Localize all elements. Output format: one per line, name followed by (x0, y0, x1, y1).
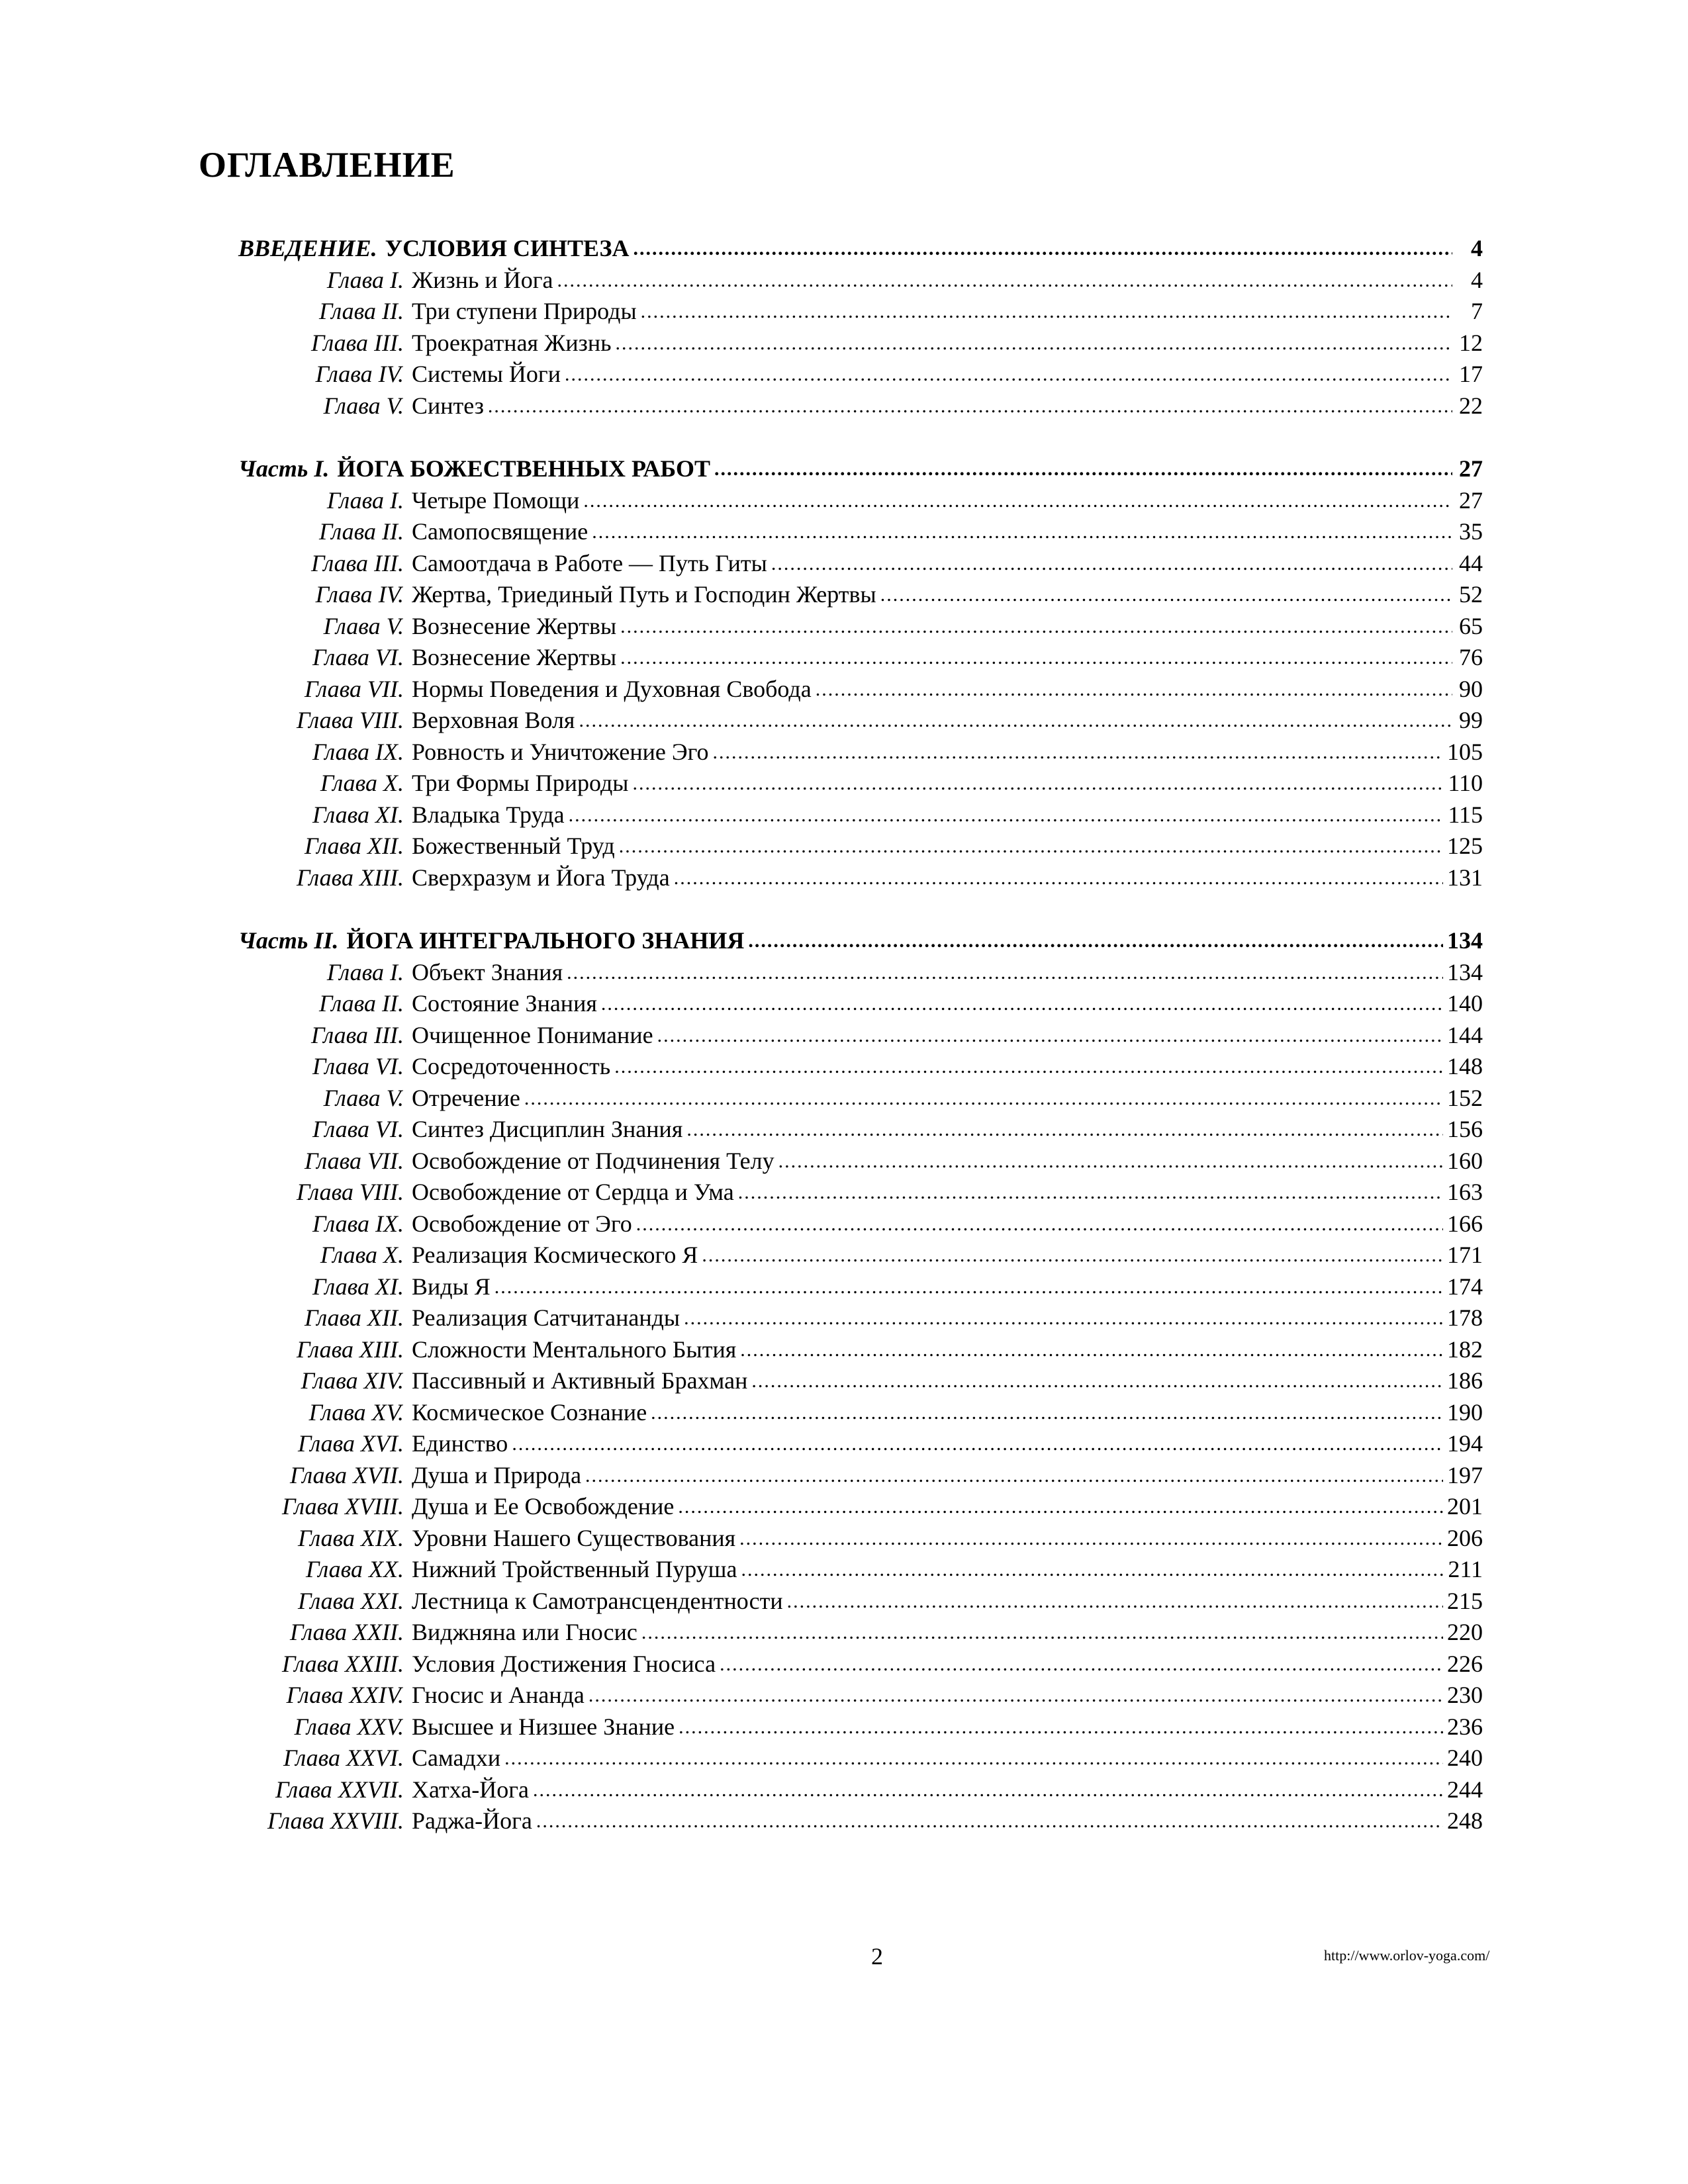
dot-leader (787, 1584, 1443, 1617)
chapter-label: Глава VI. (312, 644, 404, 670)
chapter-title: Вознесение Жертвы (412, 644, 617, 670)
chapter-title: Условия Достижения Гносиса (412, 1650, 716, 1677)
toc-entry[interactable] (238, 1397, 1483, 1429)
toc-entry[interactable] (238, 359, 1483, 390)
footer-page-number: 2 (871, 1943, 883, 1970)
dot-leader (619, 829, 1443, 862)
chapter-page-number: 148 (1447, 1053, 1483, 1079)
chapter-page-number: 178 (1447, 1304, 1483, 1331)
chapter-label: Глава VI. (312, 1116, 404, 1142)
dot-leader (741, 1553, 1444, 1586)
chapter-label: Глава I. (326, 486, 404, 514)
chapter-title: Виды Я (412, 1273, 491, 1300)
chapter-title: Раджа-Йога (412, 1807, 532, 1834)
chapter-label: Глава VII. (304, 675, 404, 702)
dot-leader (739, 1522, 1443, 1555)
dot-leader (651, 1396, 1443, 1429)
toc-section-heading[interactable] (238, 925, 1483, 957)
chapter-page-number: 65 (1459, 612, 1483, 639)
toc-entry[interactable] (238, 1083, 1483, 1115)
chapter-page-number: 4 (1471, 266, 1483, 293)
dot-leader (778, 1144, 1443, 1177)
chapter-label: Глава VII. (304, 1147, 404, 1174)
chapter-title: Три ступени Природы (412, 298, 637, 324)
section-title: УСЛОВИЯ СИНТЕЗА (385, 235, 630, 261)
chapter-page-number: 152 (1447, 1084, 1483, 1111)
chapter-label: Глава XXII. (289, 1619, 404, 1645)
chapter-page-number: 156 (1447, 1116, 1483, 1142)
chapter-label: Глава IX. (312, 1210, 404, 1237)
dot-leader (738, 1175, 1443, 1208)
chapter-label: Глава V. (323, 1084, 404, 1111)
toc-entry[interactable] (238, 1302, 1483, 1334)
dot-leader (557, 263, 1452, 296)
chapter-page-number: 190 (1447, 1398, 1483, 1426)
toc-entry[interactable] (238, 1649, 1483, 1680)
dot-leader (565, 357, 1452, 390)
chapter-title: Освобождение от Подчинения Телу (412, 1147, 774, 1174)
chapter-page-number: 140 (1447, 990, 1483, 1017)
chapter-page-number: 105 (1447, 738, 1483, 765)
chapter-label: Глава XXVI. (283, 1745, 404, 1771)
chapter-title: Хатха-Йога (412, 1776, 530, 1803)
dot-leader (771, 547, 1452, 580)
chapter-page-number: 197 (1447, 1461, 1483, 1488)
dot-leader (678, 1490, 1443, 1523)
toc-entry[interactable] (238, 674, 1483, 705)
chapter-label: Глава VIII. (296, 1179, 404, 1205)
toc-entry[interactable] (238, 485, 1483, 517)
dot-leader (714, 452, 1452, 485)
chapter-title: Освобождение от Сердца и Ума (412, 1179, 734, 1205)
dot-leader (620, 641, 1452, 674)
chapter-title: Синтез (412, 392, 484, 419)
toc-entry[interactable] (238, 1523, 1483, 1555)
chapter-title: Синтез Дисциплин Знания (412, 1116, 683, 1142)
chapter-title: Владыка Труда (412, 801, 565, 828)
toc-entry[interactable] (238, 1271, 1483, 1303)
chapter-label: Глава III. (310, 329, 404, 356)
chapter-label: Глава XI. (312, 801, 404, 828)
chapter-page-number: 76 (1459, 644, 1483, 670)
toc-entry[interactable] (238, 1805, 1483, 1837)
chapter-page-number: 131 (1447, 864, 1483, 891)
toc-entry[interactable] (238, 862, 1483, 894)
chapter-title: Сосредоточенность (412, 1053, 611, 1079)
chapter-title: Высшее и Низшее Знание (412, 1713, 675, 1740)
chapter-title: Нормы Поведения и Духовная Свобода (412, 675, 812, 702)
toc-entry[interactable] (238, 516, 1483, 548)
dot-leader (751, 1364, 1443, 1397)
chapter-label: Глава X. (320, 770, 404, 796)
toc-section (238, 453, 1483, 893)
dot-leader (601, 987, 1443, 1020)
chapter-title: Объект Знания (412, 958, 563, 985)
chapter-label: Глава XI. (312, 1273, 404, 1300)
chapter-label: Глава XIV. (301, 1367, 404, 1394)
dot-leader (686, 1113, 1443, 1146)
chapter-page-number: 215 (1447, 1587, 1483, 1614)
dot-leader (569, 798, 1444, 831)
chapter-label: Глава XIII. (296, 864, 404, 891)
toc-entry[interactable] (238, 1680, 1483, 1711)
dot-leader (713, 735, 1443, 768)
toc-entry[interactable] (238, 737, 1483, 768)
chapter-page-number: 171 (1447, 1242, 1483, 1268)
dot-leader (588, 1678, 1443, 1711)
chapter-label: Глава XXI. (297, 1587, 404, 1614)
toc-entry[interactable] (238, 611, 1483, 643)
dot-leader (504, 1741, 1443, 1774)
chapter-label: Глава XVI. (297, 1430, 404, 1457)
chapter-label: Глава III. (310, 549, 404, 576)
dot-leader (614, 1050, 1443, 1083)
chapter-title: Жертва, Триединый Путь и Господин Жертвы (412, 581, 876, 608)
dot-leader (583, 484, 1452, 517)
chapter-title: Пассивный и Активный Брахман (412, 1367, 748, 1394)
chapter-page-number: 163 (1447, 1179, 1483, 1205)
chapter-title: Уровни Нашего Существования (412, 1524, 736, 1551)
toc-entry[interactable] (238, 957, 1483, 989)
section-page-number: 4 (1471, 235, 1483, 261)
toc-entry[interactable] (238, 799, 1483, 831)
chapter-label: Глава XXVII. (275, 1776, 404, 1803)
toc-entry[interactable] (238, 831, 1483, 862)
chapter-title: Космическое Сознание (412, 1398, 647, 1426)
toc-entry[interactable] (238, 1491, 1483, 1523)
dot-leader (512, 1427, 1443, 1460)
toc-entry[interactable] (238, 1460, 1483, 1492)
chapter-page-number: 230 (1447, 1682, 1483, 1708)
chapter-title: Реализация Сатчитананды (412, 1304, 680, 1331)
chapter-label: Глава XIII. (296, 1336, 404, 1363)
toc-entry[interactable] (238, 1554, 1483, 1586)
chapter-page-number: 27 (1459, 486, 1483, 514)
toc-entry[interactable] (238, 328, 1483, 359)
toc-section-heading[interactable] (238, 233, 1483, 265)
chapter-title: Самопосвящение (412, 518, 588, 545)
chapter-title: Очищенное Понимание (412, 1021, 653, 1048)
chapter-page-number: 186 (1447, 1367, 1483, 1394)
section-label: Часть I. (238, 455, 330, 482)
chapter-page-number: 134 (1447, 958, 1483, 985)
section-page-number: 27 (1459, 455, 1483, 482)
chapter-title: Четыре Помощи (412, 486, 580, 514)
chapter-title: Сложности Ментального Бытия (412, 1336, 737, 1363)
toc-entry[interactable] (238, 705, 1483, 737)
chapter-page-number: 201 (1447, 1493, 1483, 1520)
chapter-title: Гносис и Ананда (412, 1682, 585, 1708)
dot-leader (657, 1019, 1443, 1052)
toc-entry[interactable] (238, 1774, 1483, 1806)
chapter-label: Глава XX. (305, 1556, 404, 1582)
chapter-title: Сверхразум и Йога Труда (412, 864, 670, 891)
chapter-page-number: 206 (1447, 1524, 1483, 1551)
toc-entry[interactable] (238, 296, 1483, 328)
chapter-page-number: 125 (1447, 833, 1483, 859)
toc-entry[interactable] (238, 1020, 1483, 1052)
section-title: ЙОГА ИНТЕГРАЛЬНОГО ЗНАНИЯ (346, 927, 745, 954)
dot-leader (524, 1081, 1443, 1115)
chapter-page-number: 166 (1447, 1210, 1483, 1237)
chapter-label: Глава IX. (312, 738, 404, 765)
toc-entry[interactable] (238, 768, 1483, 799)
toc-entry[interactable] (238, 1240, 1483, 1271)
chapter-page-number: 236 (1447, 1713, 1483, 1740)
chapter-title: Единство (412, 1430, 508, 1457)
chapter-label: Глава IV. (315, 581, 404, 608)
toc-entry[interactable] (238, 1586, 1483, 1617)
chapter-page-number: 240 (1447, 1745, 1483, 1771)
chapter-page-number: 110 (1448, 770, 1483, 796)
chapter-label: Глава II. (318, 518, 404, 545)
dot-leader (533, 1773, 1443, 1806)
toc-entry[interactable] (238, 265, 1483, 296)
chapter-label: Глава XIX. (297, 1524, 404, 1551)
chapter-page-number: 99 (1459, 707, 1483, 733)
chapter-label: Глава VIII. (296, 707, 404, 733)
section-label: Часть II. (238, 927, 339, 954)
chapter-label: Глава XXVIII. (267, 1807, 404, 1834)
toc-entry[interactable] (238, 1051, 1483, 1083)
dot-leader (592, 515, 1452, 548)
toc-entry[interactable] (238, 548, 1483, 580)
dot-leader (816, 672, 1452, 705)
chapter-title: Душа и Природа (412, 1461, 582, 1488)
dot-leader (684, 1301, 1443, 1334)
chapter-page-number: 144 (1447, 1021, 1483, 1048)
dot-leader (585, 1459, 1443, 1492)
toc-entry[interactable] (238, 1146, 1483, 1177)
chapter-label: Глава VI. (312, 1053, 404, 1079)
chapter-label: Глава X. (320, 1242, 404, 1268)
chapter-page-number: 90 (1459, 675, 1483, 702)
dot-leader (567, 956, 1443, 989)
chapter-page-number: 211 (1448, 1556, 1483, 1582)
toc-entry[interactable] (238, 390, 1483, 422)
dot-leader (740, 1333, 1443, 1366)
chapter-title: Троекратная Жизнь (412, 329, 612, 356)
chapter-page-number: 226 (1447, 1650, 1483, 1677)
toc-entry[interactable] (238, 1617, 1483, 1649)
dot-leader (494, 1270, 1443, 1303)
toc-entry[interactable] (238, 1177, 1483, 1208)
chapter-label: Глава XV. (308, 1398, 404, 1426)
chapter-title: Виджняна или Гносис (412, 1619, 637, 1645)
chapter-page-number: 220 (1447, 1619, 1483, 1645)
toc-entry[interactable] (238, 1334, 1483, 1366)
chapter-page-number: 35 (1459, 518, 1483, 545)
chapter-title: Ровность и Уничтожение Эго (412, 738, 709, 765)
toc-section (238, 233, 1483, 422)
chapter-title: Жизнь и Йога (412, 266, 553, 293)
dot-leader (748, 924, 1443, 957)
toc-section-heading[interactable] (238, 453, 1483, 485)
chapter-title: Системы Йоги (412, 361, 561, 387)
toc-entry[interactable] (238, 1428, 1483, 1460)
chapter-page-number: 52 (1459, 581, 1483, 608)
chapter-label: Глава IV. (315, 361, 404, 387)
dot-leader (579, 704, 1452, 737)
chapter-page-number: 7 (1471, 298, 1483, 324)
chapter-label: Глава V. (323, 612, 404, 639)
chapter-page-number: 160 (1447, 1147, 1483, 1174)
chapter-title: Вознесение Жертвы (412, 612, 617, 639)
chapter-label: Глава XXIII. (281, 1650, 404, 1677)
table-of-contents (238, 233, 1483, 1837)
dot-leader (636, 1207, 1443, 1240)
toc-entry[interactable] (238, 1711, 1483, 1743)
dot-leader (641, 1615, 1443, 1649)
chapter-label: Глава II. (318, 298, 404, 324)
chapter-label: Глава XXIV. (286, 1682, 404, 1708)
chapter-title: Самадхи (412, 1745, 501, 1771)
chapter-title: Верховная Воля (412, 707, 575, 733)
chapter-page-number: 174 (1447, 1273, 1483, 1300)
chapter-label: Глава III. (310, 1021, 404, 1048)
section-title: ЙОГА БОЖЕСТВЕННЫХ РАБОТ (337, 455, 710, 482)
chapter-page-number: 115 (1448, 801, 1483, 828)
dot-leader (488, 389, 1452, 422)
dot-leader (674, 861, 1443, 894)
chapter-page-number: 22 (1459, 392, 1483, 419)
toc-entry[interactable] (238, 1743, 1483, 1774)
dot-leader (616, 326, 1452, 359)
dot-leader (720, 1647, 1443, 1680)
chapter-label: Глава II. (318, 990, 404, 1017)
chapter-label: Глава V. (323, 392, 404, 419)
chapter-title: Отречение (412, 1084, 520, 1111)
chapter-label: Глава XII. (304, 1304, 404, 1331)
chapter-label: Глава XVIII. (281, 1493, 404, 1520)
toc-section (238, 925, 1483, 1837)
toc-entry[interactable] (238, 1114, 1483, 1146)
chapter-title: Лестница к Самотрансцендентности (412, 1587, 783, 1614)
dot-leader (536, 1804, 1443, 1837)
chapter-title: Три Формы Природы (412, 770, 629, 796)
chapter-label: Глава I. (326, 266, 404, 293)
toc-entry[interactable] (238, 988, 1483, 1020)
chapter-title: Реализация Космического Я (412, 1242, 698, 1268)
section-page-number: 134 (1447, 927, 1483, 954)
toc-entry[interactable] (238, 1365, 1483, 1397)
dot-leader (620, 610, 1452, 643)
dot-leader (633, 232, 1452, 265)
dot-leader (702, 1238, 1443, 1271)
dot-leader (632, 766, 1444, 799)
chapter-page-number: 44 (1459, 549, 1483, 576)
chapter-page-number: 12 (1459, 329, 1483, 356)
chapter-title: Нижний Тройственный Пуруша (412, 1556, 737, 1582)
chapter-page-number: 17 (1459, 361, 1483, 387)
chapter-label: Глава XXV. (294, 1713, 404, 1740)
chapter-page-number: 194 (1447, 1430, 1483, 1457)
chapter-title: Состояние Знания (412, 990, 597, 1017)
dot-leader (641, 295, 1452, 328)
toc-entry[interactable] (238, 1208, 1483, 1240)
footer-url: http://www.orlov-yoga.com/ (1324, 1947, 1490, 1964)
toc-entry[interactable] (238, 642, 1483, 674)
page-title: ОГЛАВЛЕНИЕ (199, 145, 455, 185)
chapter-page-number: 248 (1447, 1807, 1483, 1834)
section-label: ВВЕДЕНИЕ. (238, 235, 377, 261)
dot-leader (679, 1710, 1443, 1743)
chapter-page-number: 244 (1447, 1776, 1483, 1803)
chapter-label: Глава I. (326, 958, 404, 985)
chapter-title: Самоотдача в Работе — Путь Гиты (412, 549, 767, 576)
dot-leader (880, 578, 1452, 611)
chapter-title: Освобождение от Эго (412, 1210, 632, 1237)
chapter-label: Глава XII. (304, 833, 404, 859)
toc-entry[interactable] (238, 579, 1483, 611)
chapter-page-number: 182 (1447, 1336, 1483, 1363)
chapter-label: Глава XVII. (289, 1461, 404, 1488)
chapter-title: Душа и Ее Освобождение (412, 1493, 675, 1520)
chapter-title: Божественный Труд (412, 833, 615, 859)
